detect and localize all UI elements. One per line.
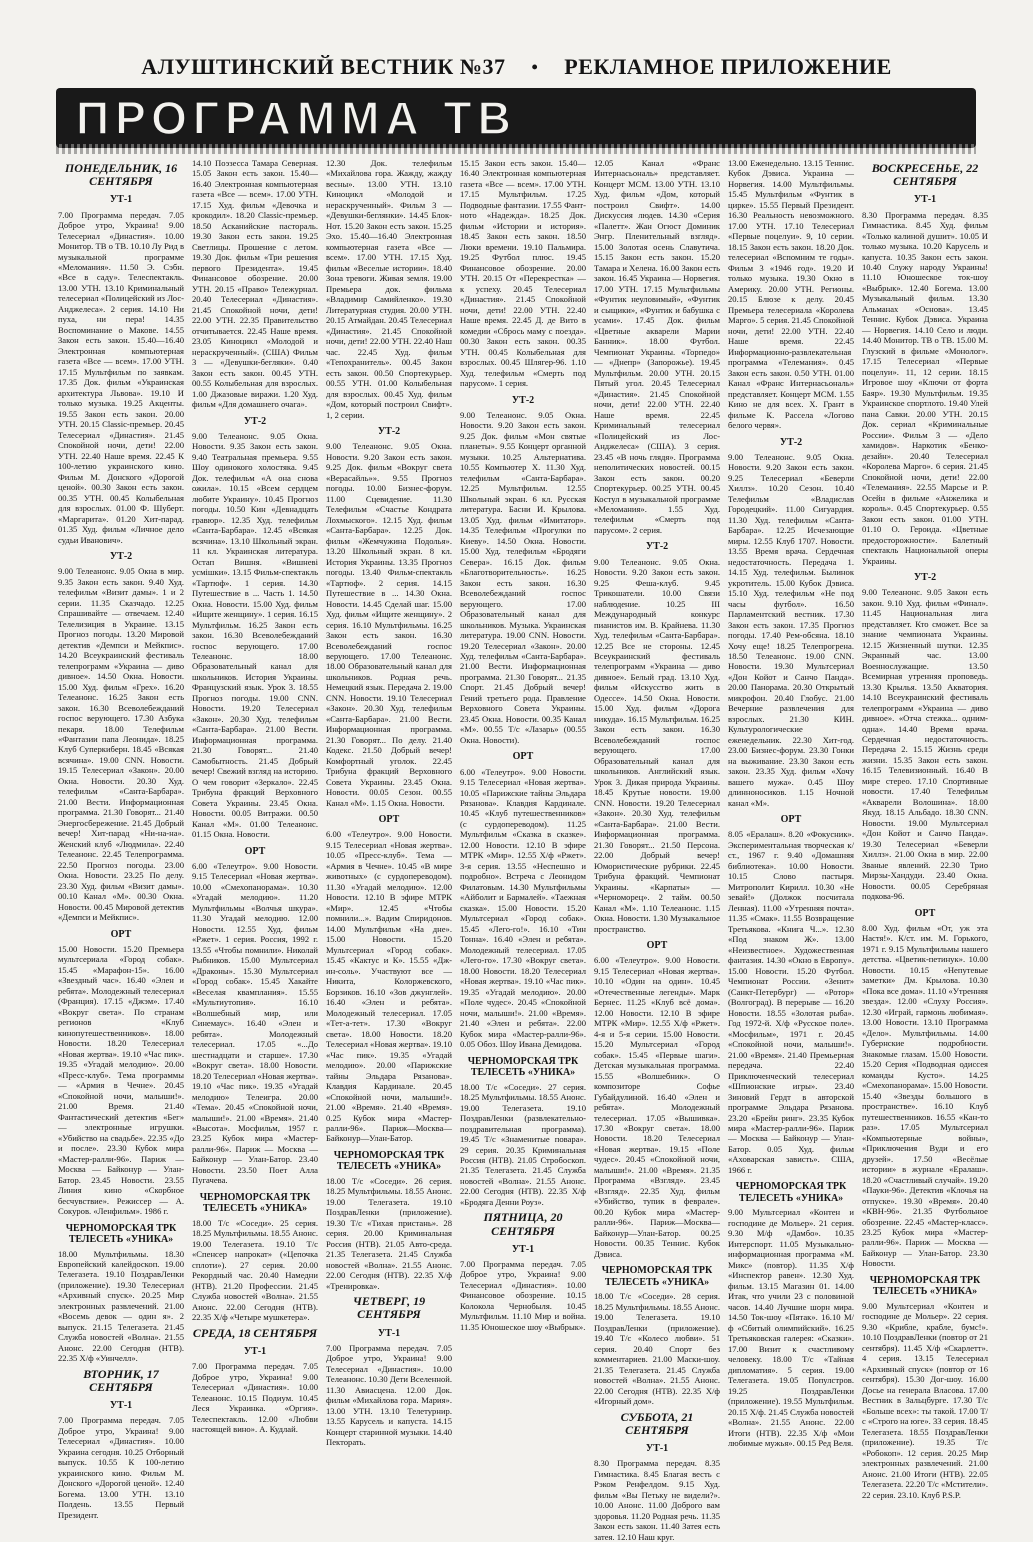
channel-listing: 8.30 Программа передач. 8.35 Гимнастика. 8.45 Благая весть с Рэком Ренфелдом. 9.15 Худ. фильм «Вы Петьку не видели?». 10.00 Анонс. 11.00 Доброго вам здоровья. 11.20 Родная речь. 11.35 Закон есть закон. 11.40 Затея есть затея. 12.10 Наш круг. bbox=[594, 1458, 720, 1542]
column-6 bbox=[728, 158, 854, 1468]
channel-heading: УТ-1 bbox=[377, 1327, 401, 1339]
channel-heading: ЧЕРНОМОРСКАЯ ТРК ТЕЛЕСЕТЬ «УНИКА» bbox=[735, 1181, 847, 1204]
channel-heading: ОРТ bbox=[914, 907, 936, 919]
channel-heading: УТ-2 bbox=[377, 426, 401, 438]
channel-listing: 6.00 «Телеутро». 9.00 Новости. 9.15 Телесериал «Новая жертва». 10.05 «Пресс-клуб». Тема — «Армия в Чечне». 10.45 «В мире животных» (с сурдопереводом). 11.30 «Угадай мелодию». 12.00 Новости. 12.10 В эфире МТРК «Мир». 12.45 «Чтобы помнили...». Вадим Спиридонов. 14.00 Мультфильм «На дне». 15.00 Новости. 15.20 Мультсериал «Город собак». 15.45 «Кактус и К». 15.55 «Дж-ин-соль». Участвуют все — Никита, Колоржевского, Борзиков. 16.10 «Зов джунглей». 16.40 «Элен и ребята». Молодежный телесериал. 17.05 «Тет-а-тет». 17.30 «Вокруг света». 18.00 Новости. 18.20 Телесериал «Новая жертва». 19.10 «Час пик». 19.35 «Угадай мелодию». 20.00 «Парижские тайны Эльдара Рязанова». Клавдия Кардинале. 20.45 «Спокойной ночи, малыши!». 21.00 «Время». 21.40 «Время». 0.25 Кубок мира «Мастер-ралли-96». Париж—Москва—Байконур—Улан-Батор. bbox=[326, 829, 452, 1144]
channel-heading: УТ-1 bbox=[645, 1443, 669, 1454]
channel-heading: ОРТ bbox=[110, 928, 132, 940]
channel-listing: 14.10 Поэзесса Тамара Северная. 15.05 Закон есть закон. 15.40—16.40 Электронная компьютерная газета «Все — всем». 17.00 УТН. 17.15 Худ. фильм «Девочка и крокодил». 18.20 Classic-премьер. 18.50 Асканийские пастораль. 19.30 Закон есть закон. 19.25 Светлицы. Прошение с летом. 19.30 Док. фильм «Три решения первого Президента». 19.45 Финансовое обозрение. 20.00 УТН. 20.15 «Право» Тележурнал. 20.40 Телесериал «Династия». 21.45 Спокойной ночи, дети! 22.00 УТН. 22.35 Правительство отчитывается. 22.45 Наше время. 23.05 Киноцикл «Молодой и нераскрученный». (США) Фильм 3 — «Девушки-бегляки». 0.40 Закон есть закон. 00.45 УТН. 00.55 Колыбельная для взрослых. 1.00 Джазовые виражи. 1.20 Худ. фильм «Для домашнего очага». bbox=[192, 158, 318, 410]
channel-listing: 9.00 Телеанонс. 9.05 Закон есть закон. 9.10 Худ. фильм «Финал». 11.45 Национальная лига представляет. Кто сможет. Все за знание чемпионата Украины. 12.15 Жизненный шутки. 12.35 Экранный час. 13.00 Военнослужащие. 13.50 Всемирная утренняя проповедь. 13.30 Крылья. 13.50 Акватория. 14.10 Всеукраинский фестиваль телепрограмм «Украина — диво дивное». «Отча стежка... одним-одна». 14.40 Время врача. Сердечная недостаточность. Передача 2. 15.15 Жизнь среди жизни. 15.35 Закон есть закон. 16.15 Телевизионный. 16.40 В мире стерео. 17.10 Спортивные новости. 17.40 Телефильм «Акварели Волошина». 18.00 Якуд. 18.15 Альбадо. 18.30 CNN. Новости. 19.00 Мультсериал «Дон Койот и Санчо Панда». 19.30 Телесериал «Беверли Хиллз». 21.00 Окна в мир. 22.00 Званые явлений. 22.30 Трио Мирзы-Хандуди. 23.40 Окна. Новости. 00.05 Серебряная подкова-96. bbox=[862, 587, 988, 902]
channel-listing: 6.00 «Телеутро». 9.00 Новости. 9.15 Телесериал «Новая жертва». 10.00 «Смехопанорама». 10.30 «Угадай мелодию». 11.20 Мультфильмы «Волчья шкура». 11.30 Угадай мелодию. 12.00 Новости. 12.55 Худ. фильм «Ржет». 1 серия. Россия, 1992 г. 13.55 «Чтобы помнили». Николай Рыбников. 15.00 Мультсериал «Драконы». 15.30 Мультсериал «Город собак». 15.45 Хакайте «Веселая квамплания». 15.55 «Мультиутопия». 16.10 «Волшебный мир, или Синемаус». 16.40 «Элен и ребята». Молодежный телесериал. 17.05 «...До шестнадцати и старше». 17.30 «Вокруг света». 18.00 Новости. 18.20 Телесериал «Новая жертва». 19.10 «Час пик». 19.35 «Угадай мелодию» Телеигра. 20.00 «Тема». 20.45 «Спокойной ночи, малыши!». 21.00 «Время». 21.40 «Высота». Мосфильм, 1957 г. 23.25 Кубок мира «Мастер-ралли-96». Париж — Москва — Байконур — Улан-Батор. 23.40 Новости. 23.50 Поет Алла Пугачева. bbox=[192, 860, 318, 1186]
channel-heading: УТ-1 bbox=[109, 1400, 133, 1412]
channel-heading: ЧЕРНОМОРСКАЯ ТРК ТЕЛЕСЕТЬ «УНИКА» bbox=[333, 1149, 445, 1173]
channel-listing: 12.05 Канал «Франс Интернасьональ» представляет. Концерт МСМ. 13.00 УТН. 13.10 Худ. фильм «Дом, который построил Свифт». 14.00 Дискуссия людев. 14.30 «Серия «Палетт». Жан Огюст Доминик Энгр. Пленительный взгляд». 15.00 Золотая осень Славутича. 15.15 Закон есть закон. 15.20 Тамара и Хелена. 16.00 Закон есть закон. 16.45 Украина — Норвегия. 17.00 УТН. 17.15 Мультфильмы «Фунтик неуловимый», «Фунтик и сыщики», «Фунтик и бабушка с усами». 17.45 Док. фильм «Цветные акварели Марии Банник». 18.00 Футбол. Чемпионат Украины. «Торпедо» — «Днепр» (Запорожье). 19.45 Мультфильм. 20.00 УТН. 20.15 Пятый угол. 20.45 Телесериал «Династия». 21.45 Спокойной ночи, дети! 22.00 УТН. 22.40 Наше время. 22.45 Криминальный телесериал «Полицейский из Лос-Анджелеса» (США). 3 серия. 23.45 «В ночь глядя». Программа неполитических новостей. 00.15 Закон есть закон. 00.20 Спортекурьер. 00.25 УТН. 00.45 Костул в музыкальной программе «Меломания». 1.55 Худ. телефильм «Смерть под парусом». 2 серия. bbox=[594, 158, 720, 535]
channel-heading: УТ-2 bbox=[243, 415, 267, 427]
channel-listing: 9.00 Телеанонс. 9.05 Окна. Новости. 9.20 Закон есть закон. 9.25 Феша-клуб. 9.45 Трикошатели. 10.00 Связи наблюдение. 10.25 III Международный конкурс пианистов им. В. Крайнева. 11.30 Худ. телефильм «Санта-Барбара». 12.25 Все не стороны. 12.45 Всеукраинский фестиваль телепрограмм «Украина — диво дивное». Белый град. 13.10 Худ. фильм «Искусство жить в Одессе». 14.50 Окна. Новости. 15.00 Худ. фильм «Дорога никуда». 16.15 Мультфильм. 16.25 Закон есть закон. 16.30 Всеволебежданий госпос верующего. 17.00 Образовательный канал для школьников. Английский язык. Урок 3. Дикая природа Украины. 18.45 Крутые новости. 19.00 CNN. Новости. 19.20 Телесериал «Закон». 20.30 Худ. телефильм «Санта-Барбара». 21.00 Вести. Информационная программа. 21.30 Говорят... 21.50 Персона. 22.00 Добрый вечер! Юмористические рубрики. 22.45 Трибуна фракций. Чемпионат Украины. «Карпаты» — «Черноморец». 2 тайм. 00.50 Канал «М». 1.10 Телеанонс. 1.15 Окна. Новости. 1.30 Музыкальное пространство. bbox=[594, 556, 720, 934]
column-2 bbox=[192, 158, 318, 1468]
banner-strip bbox=[56, 144, 976, 154]
channel-listing: 8.00 Худ. фильм «От, уж эта Настя!». К/ст. им. М. Горького, 1971 г. 9.15 Мультфильмы нашего детства. «Цветик-петинук». 10.00 Новости. 10.15 «Непутевые заметки» Дм. Крылова. 10.30 «Пока все дома». 11.10 «Утренняя звезда». 12.00 «Слуху Россия». 12.30 «Играй, гармонь любимая». 13.00 Новости. 13.10 Программа «Дело». Мультфильмы. 14.00 Губернские подробности. Знакомые глазам. 15.00 Новости. 15.20 Серия «Подводная одиссея команды Кусто». 14.25 «Смехопанорама». 15.00 Новости. 15.40 «Звезды большого в пространстве». 16.10 Клуб путешественников. 16.55 «Кан-то раз». 17.05 Мультсериал «Компьютерные войны», «Приключения Вуди и его друзей». 17.50 «Весёлые истории» в журнале «Ералаш». 18.20 «Счастливый случай». 19.20 «Пауки-96». Детектив «Клочья на отпуске». 19.30 «Время». 20.40 «КВН-96». 21.35 Футбольное обозрение. 22.45 «Мастер-класс». 23.25 Кубок мира «Мастер-ралли-96». Париж — Москва — Байконур — Улан-Батор. 23.30 Новости. bbox=[862, 922, 988, 1269]
channel-listing: 9.00 Телеанонс. 9.05 Окна. Новости. 9.20 Закон есть закон. 9.25 Док. фильм «Вокруг света «Верасайль»». 9.55 Прогноз погоды. 10.00 Бизнес-форум. 11.00 Сцевидение. 11.30 Телефильм «Счастье Кондрата Лохмыского». 12.15 Худ. фильм «Санта-Барбара». 12.25 Док. фильм «Жемчужина Подолья». 13.20 Школьный экран. 8 кл. История Украины. 13.35 Прогноз погоды. 13.40 Фильм-спектакль «Тартюф». 2 серия. 14.15 Путешествие в ... 14.30 Окна. Новости. 14.45 Сделай шаг. 15.00 Худ. фильм «Ищите женщину». 2 серия. 16.10 Мультфильмы. 16.25 Закон есть закон. 16.30 Всеволебежданий госпос верующего. 17.00 Телеанонс. 18.00 Образовательный канал для школьников. Родная речь. Немецкий язык. Передача 2. 19.00 CNN. Новости. 19.10 Телесериал «Закон». 20.30 Худ. телефильм «Санта-Барбара». 21.00 Вести. Информационная программа. 21.30 Говорят... По делу. 21.40 Кодекс. 21.50 Добрый вечер! Комфортный уголок. 22.45 Трибуна фракций Верховного Совета Украины. 23.45 Окна. Новости. 00.05 Сезон. 00.55 Канал «М». 1.15 Окна. Новости. bbox=[326, 441, 452, 808]
channel-listing: 6.00 «Телеутро». 9.00 Новости. 9.15 Телесериал «Новая жертва». 10.05 «Парижские тайны Эльдара Рязанова». Клавдия Кардинале. 10.45 «Клуб путешественников» (с сурдопереводом). 11.25 Мультфильм «Сказка в сказке». 12.00 Новости. 12.10 В эфире МТРК «Мир». 12.55 Х/ф «Ржет». 3-я серия. 13.55 «Неспешно и подробно». Встреча с Леонидом Филатовым. 14.30 Мультфильмы «Айболит и Бармалей». «Таежная сказка». 15.00 Новости. 15.20 Мультсериал «Город собак». 15.45 «Лего-го!». 16.10 «Тин Тонна». 16.40 «Элен и ребята». Молодежный телесериал. 17.05 «Лего-го». 17.30 «Вокруг света». 18.00 Новости. 18.20 Телесериал «Новая жертва». 19.10 «Час пик». 19.35 «Угадай мелодию». 20.00 «Поле чудес». 20.45 «Спокойной ночи, малыши!». 21.00 «Время». 21.40 «Элен и ребята». 22.00 Кубок мира «Мастер-ралли-96». 0.05 Обоз. Шоу Ивана Демидова. bbox=[460, 766, 586, 1050]
channel-heading: УТ-1 bbox=[511, 1243, 535, 1255]
channel-heading: УТ-2 bbox=[779, 436, 803, 448]
channel-heading: ЧЕРНОМОРСКАЯ ТРК ТЕЛЕСЕТЬ «УНИКА» bbox=[601, 1265, 713, 1288]
channel-heading: ОРТ bbox=[646, 940, 668, 952]
channel-listing: 7.00 Программа передач. 7.05 Доброе утро, Украина! 9.00 Телесериал «Династия». 10.00 Украина сегодня. 10.25 Отборный выпуск. 10.55 К 100-летию украинского кино. Фильм М. Донского «Дорогой ценой». 12.40 Богема. 13.00 УТН. 13.10 Полдень. 13.55 Первый Президент. bbox=[58, 1415, 184, 1520]
channel-listing: 8.30 Программа передач. 8.35 Гимнастика. 8.45 Худ. фильм «Только калиной душит». 10.05 И только музыка. 10.20 Карусель и капуста. 10.35 Закон есть закон. 10.40 Служу народу Украины! 11.10 Юношеское ток-шоу «Выбрык». 12.40 Богема. 13.00 Музыкальный фильм. 13.30 Альманах «Основа». 13.45 Теннис. Кубок Дэвиса. Украина — Норвегия. 14.10 Село и люди. 14.40 Монитор. ТВ о ТВ. 15.00 М. Глузский в фильме «Монолог». 17.15 Телесериал «Первые поцелуи». 11, 12 серии. 18.15 Игровое шоу «Ключи от форта Баяр». 19.30 Мультфильм. 19.35 Украинское спортлото. 19.40 Улей пана Савки. 20.00 УТН. 20.15 Док. сериал «Криминальные России». Фильм 3 — «Дело хамидов». Наркотик «Бенко-дезайн». 20.40 Телесериал «Королева Марго». 6 серия. 21.45 Спокойной ночи, дети! 22.00 «Телемания». 22.55 Марсье и Р. Осейн в фильме «Анжелика и король». 0.45 Спортекурьер. 0.55 Закон есть закон. 01.00 УТН. 01.10 О. Героида. «Цветные предосторожности». Балетный спектакль Национальной оперы Украины. bbox=[862, 209, 988, 566]
column-3 bbox=[326, 158, 452, 1468]
channel-heading: ЧЕРНОМОРСКАЯ ТРК ТЕЛЕСЕТЬ «УНИКА» bbox=[65, 1222, 177, 1245]
schedule-columns bbox=[58, 158, 988, 1542]
day-heading: ВОСКРЕСЕНЬЕ, 22 СЕНТЯБРЯ bbox=[871, 161, 979, 189]
day-heading: ВТОРНИК, 17 СЕНТЯБРЯ bbox=[83, 1366, 159, 1395]
column-7 bbox=[862, 158, 988, 1500]
day-heading: ПОНЕДЕЛЬНИК, 16 СЕНТЯБРЯ bbox=[64, 161, 178, 189]
channel-listing: 9.00 Мультсериал «Контен и господине де Мольер». 21 серия. 9.30 М/ф «Дамбо». 10.35 Интерспорт. 11.05 Музыкально-информационная программа «М. Микс» (повтор). 11.35 Х/ф «Инспектор равен». 12.30 Худ. фильм. 13.15 Магазин 01. 14.00 Итак, что учили 23 с половиной часов. 14.40 Лучшие шорн мира. 14.50 Ток-шоу «Пятак». 16.10 М/ф «Сбитый олимпийский». 16.25 Третьяковская галерея: «Сказки». 17.00 Визит к счастливому человеку. 18.00 Т/с «Тайная дипломатия». 5 серия. 19.00 Телегазета. 19.05 Популстров. 19.25 ПоздравЛенки (приложение). 19.55 Мультфильм. 20.15 Х/ф. 21.45 Служба новостей «Волна». 21.55 Анонс. 22.00 Итоги (НТВ). 22.35 Х/ф «Мои любимые мужья». 00.15 Ред Веля. bbox=[728, 1207, 854, 1449]
channel-listing: 6.00 «Телеутро». 9.00 Новости. 9.15 Телесериал «Новая жертва». 10.10 «Один на один». 10.45 «Отечественные легенды». Марк Бернес. 11.25 «Клуб всё дома». 12.00 Новости. 12.10 В эфире МТРК «Мир». 12.55 Х/ф «Ржет». 4-я и 5-я серии. 15.00 Новости. 15.20 Мультсериал «Город собак». 15.45 «Первые шаги». Детская музыкальная программа. 15.55 «Волшебник». О композиторе Софье Губайдулиной. 16.40 «Элен и ребята». Молодежный телесериал. 17.05 «Вышивка». 17.30 «Вокруг света». 18.00 Новости. 18.20 Телесериал «Новая жертва». 19.15 «Поле чудес». 20.45 «Спокойной ночи, малыши!». 21.00 «Время». 21.35 Программа «Взгляд». 23.45 «Взгляд». 22.35 Худ. фильм «Убийство, тупик в феврале». 00.20 Кубок мира «Мастер-ралли-96». Париж—Москва—Байконур—Улан-Батор. 00.25 Новости. 00.35 Теннис. Кубок Дэвиса. bbox=[594, 955, 720, 1259]
channel-heading: УТ-2 bbox=[109, 551, 133, 563]
channel-heading: ОРТ bbox=[512, 751, 534, 763]
channel-heading: ЧЕРНОМОРСКАЯ ТРК ТЕЛЕСЕТЬ «УНИКА» bbox=[869, 1274, 981, 1298]
channel-listing: 18.00 Т/с «Соседи». 26 серия. 18.25 Мультфильмы. 18.55 Анонс. 19.00 Телегазета. 19.10 ПоздравЛенки (приложение). 19.30 Т/с «Тихая пристань». 28 серия. 20.00 Криминальная Россия (НТВ). 21.05 Авто-среда. 21.35 Телегазета. 21.45 Служба новостей «Волна». 21.55 Анонс. 22.00 Сегодня (НТВ). 22.35 Х/ф «Тренировка». bbox=[326, 1175, 452, 1291]
newspaper-title: АЛУШТИНСКИЙ ВЕСТНИК №37 bbox=[141, 54, 506, 79]
channel-heading: УТ-2 bbox=[645, 541, 669, 553]
channel-listing: 15.00 Новости. 15.20 Премьера мультсериала «Город собак». 15.45 «Марафон-15». 16.00 «Звездный час». 16.40 «Элен и ребята». Молодежный телесериал (Франция). 17.15 «Джэм». 17.40 «Вокруг света». По странам регионов «Клуб кинопутешественников». 18.00 Новости. 18.20 Телесериал «Новая жертва». 19.10 «Час пик». 19.35 «Угадай мелодию». 20.00 «Пресс-клуб». Тема программы — «Армия в Чечне». 20.45 «Спокойной ночи, малыши!». 21.00 Время. 21.40 Фантастический детектив «Бег» — электронные игрушки. «Убийство на свадьбе». 22.35 «До и после». 23.30 Кубок мира «Мастер-ралли-96». Париж — Москва — Байконур — Улан-Батор. 23.45 Новости. 23.55 Линия кино «Скорбное бесчувствие». Режиссер — А. Сокуров. «Ленфильм». 1986 г. bbox=[58, 943, 184, 1217]
masthead bbox=[0, 52, 1033, 82]
channel-listing: 8.05 «Ералаш». 8.20 «Фокусник». Экспериментальная творческая к/ст., 1967 г. 9.40 «Домашняя библиотека». 10.00 Новости. 10.15 Слово пастыря. Митрополит Кирилл. 10.30 «Не зевай!» (Должок посчитала Ленная). 11.00 «Утренняя почта». 11.35 «Смак». 11.55 Возвращение Третьякова. «Книга Ч...». 12.30 «Под знаком Ж». 13.00 «Неизвестное». Художественная фантазия. 14.30 «Окно в Европу». 15.00 Новости. 15.20 Футбол. Чемпионат России. «Зенит» (Санкт-Петербург) — «Ротор» (Волгоград). В перерыве — 16.20 Новости. 18.55 «Золотая рыба». Год 1972-й. Х/ф «Русское поле». «Мосфильм», 1971 г. 20.45 «Спокойной ночи, малыши!». 21.00 «Время». 21.40 Премьерная передача. 22.40 Приключенческий телесериал «Шпионские игры». 23.40 Зиновий Гердт в авторской программе Эльдара Рязанова. 23.20 «Брейн ринг». 23.35 Кубок мира «Мастер-ралли-96». Париж — Москва — Байконур — Улан-Батор. 0.05 Худ. фильм «Аховарская зависть». США, 1966 г. bbox=[728, 829, 854, 1175]
channel-listing: 7.00 Программа передач. 7.05 Доброе утро, Украина! 9.00 Телесериал «Династия». 10.00 Монитор. ТВ о ТВ. 10.10 Лу Рид в музыкальной программе «Меломания». 11.50 Э. Сэбн. «Все в саду». Телеспектакль. 13.00 УТН. 13.10 Криминальный телесериал «Полицейский из Лос-Анджелеса». 2 серия. 14.10 Ни пуха, ни пера! 14.35 Воспоминание о Макове. 14.55 Закон есть закон. 15.40—16.40 Электронная компьютерная газета «Все — всем». 17.00 УТН. 17.15 Мультфильм по заявкам. 17.35 Док. фильм «Украинская архитектура Львова». 19.10 И только музыка. 19.25 Акценты. 19.55 Закон есть закон. 20.00 УТН. 20.15 Classic-премьер. 20.45 Телесериал «Династия». 21.45 Спокойной ночи, дети! 22.00 УТН. 22.40 Наше время. 22.45 К 100-летию украинского кино. Фильм М. Донского «Дорогой ценой». 00.30 Закон есть закон. 00.35 УТН. 00.45 Колыбельная для взрослых. 01.00 Ф. Шуберт. «Маргарита». 01.20 Хит-парад. 01.35 Худ. фильм «Личное дело судьи Иванович». bbox=[58, 209, 184, 545]
channel-listing: 9.00 Телеанонс. 9.05 Окна в мир. 9.35 Закон есть закон. 9.40 Худ. телефильм «Визит дамы». 1 и 2 серии. 11.35 Сказчадо. 12.25 Спрашивайте — отвечаем. 12.40 Телелизиция в Украине. 13.15 Прогноз погоды. 13.20 Мировой детектив «Демпси и Мейкпис». 14.20 Всеукраинский фестиваль телепрограмм «Украина — диво дивное». 14.50 Окна. Новости. 15.00 Худ. фильм «Грех». 16.20 Телеанонс. 16.25 Закон есть закон. 16.30 Всеволебежданий госпос верующего. 17.30 Азбука пекаря. 18.00 Телефильм «Фантазии папа Леонида». 18.25 Клуб Суперкиберн. 18.45 «Всякая всячина». 19.00 CNN. Новости. 19.15 Телесериал «Закон». 20.00 Окна. Новости. 20.30 Худ. телефильм «Санта-Барбара». 21.00 Вести. Информационная программа. 21.30 Говорят... 21.40 Энергосбережение. 21.45 Добрый вечер! Хит-парад «Ни-на-на». Женский клуб «Людмила». 22.40 Телеанонс. 22.45 Телепрограмма. 22.50 Прогноз погоды. 23.00 Окна. Новости. 23.25 По делу. 23.30 Худ. фильм «Визит дамы». 00.10 Канал «М». 00.30 Окна. Новости. 00.45 Мировой детектив «Демпси и Мейкпис». bbox=[58, 566, 184, 923]
day-heading: ЧЕТВЕРГ, 19 СЕНТЯБРЯ bbox=[352, 1294, 426, 1322]
channel-heading: УТ-2 bbox=[511, 394, 535, 406]
section-title: РЕКЛАМНОЕ ПРИЛОЖЕНИЕ bbox=[564, 54, 892, 79]
channel-heading: УТ-1 bbox=[913, 194, 937, 206]
channel-heading: ОРТ bbox=[780, 814, 802, 826]
channel-listing: 13.00 Еженедельно. 13.15 Теннис. Кубок Дэвиса. Украина — Норвегия. 14.00 Мультфильмы. 15.45 Мультфильм «Фунтик в цирке». 15.55 Первый Президент. 16.30 Реальность невозможного. 17.00 УТН. 17.10 Телесериал «Первые поцелуи». 9, 10 серии. 18.15 Закон есть закон. 18.20 Док. телесериал «Вспомним те годы». Фильм 3 «1946 год». 19.20 И только музыка. 19.30 Окно в Америку. 20.00 УТН. Регионы. 20.15 Блюзе к делу. 20.45 Премьера телесериала «Королева Марго». 5 серия. 21.45 Спокойной ночи, дети! 22.00 УТН. 22.40 Наше время. 22.45 Информационно-развлекательная программа «Телемания». 0.45 Закон есть закон. 0.50 УТН. 01.00 Канал «Франс Интернасьональ» представляет. Концерт МСМ. 1.55 Кино не для всех. Х. Грант в фильме К. Рассела «Логово белого червя». bbox=[728, 158, 854, 431]
day-heading: СУББОТА, 21 СЕНТЯБРЯ bbox=[620, 1409, 694, 1437]
channel-heading: ЧЕРНОМОРСКАЯ ТРК ТЕЛЕСЕТЬ «УНИКА» bbox=[467, 1055, 579, 1079]
channel-listing: 7.00 Программа передач. 7.05 Доброе утро, Украина! 9.00 Телесериал «Династия». 10.00 Телеанонс. 10.15 Подиум. 10.45 Леся Украинка. «Оргия». Телеспектакль. 12.00 «Любви настоящей вино». А. Кудлай. bbox=[192, 1361, 318, 1435]
banner-title: ПРОГРАММА ТВ bbox=[76, 92, 517, 144]
channel-listing: 18.00 Т/с «Соседи». 28 серия. 18.25 Мультфильмы. 18.55 Анонс. 19.00 Телегазета. 19.10 ПоздравЛенки (приложение). 19.40 Т/с «Колесо любви». 51 серия. 20.40 Спорт без комментариев. 21.00 Маски-шоу. 21.35 Телегазета. 21.45 Служба новостей «Волна». 21.55 Анонс. 22.00 Сегодня (НТВ). 22.35 Х/ф «Игорный дом». bbox=[594, 1291, 720, 1407]
separator-dot-icon: • bbox=[531, 56, 539, 77]
channel-listing: 9.00 Телеанонс. 9.05 Окна. Новости. 9.35 Закон есть закон. 9.40 Театральная премьера. 9.55 Шоу одинокого холостяка. 9.45 Док. телефильм «А она снова ожила». 10.15 «Всем сердцем любите Украину». 10.45 Прогноз погоды. 10.50 Кин «Девнадцать гравюр». 12.35 Худ. телефильм «Санта-Барбара». 12.45 «Всякая всячина». 13.10 Школьный экран. 11 кл. Украинская литература. Остап Вишня. «Вишневі усмішки». 13.15 Фильм-спектакль «Тартюф». 1 серия. 14.30 Путешествие в ... Часть 1. 14.50 Окна. Новости. 15.00 Худ. фильм «Ищите женщину». 1 серия. 16.15 Мультфильм. 16.25 Закон есть закон. 16.30 Всеволебежданий госпос верующего. 17.00 Телеанонс. 18.00 Образовательный канал для школьников. История Украины. Французский язык. Урок 3. 18.55 Прогноз погоды. 19.00 CNN. Новости. 19.20 Телесериал «Закон». 20.30 Худ. телефильм «Санта-Барбара». 21.00 Вести. Информационная программа. 21.30 Говорят... 21.40 Самобытность. 21.45 Добрый вечер! Свежий взгляд на историю. О чем говорит «Зеркало». 22.45 Трибуна фракций Верховного Совета Украины. 23.45 Окна. Новости. 00.05 Витражи. 00.50 Канал «М». 01.00 Телеанонс. 01.15 Окна. Новости. bbox=[192, 430, 318, 840]
channel-heading: УТ-1 bbox=[243, 1345, 267, 1357]
channel-listing: 7.00 Программа передач. 7.05 Доброе утро, Украина! 9.00 Телесериал «Династия». 10.00 Финансовое обозрение. 10.15 Колокола Чернобыля. 10.45 Мультфильм. 11.10 Мир и война. 11.35 Юношеское шоу «Выбрык». bbox=[460, 1258, 586, 1332]
channel-listing: 15.15 Закон есть закон. 15.40—16.40 Электронная компьютерная газета «Все — всем». 17.00 УТН. 17.15 Мультфильм. 17.25 Подводные фантазии. 17.55 Фант-ното «Надежда». 18.25 Док. фильм «Истории и история». 18.45 Закон есть закон. 18.50 Люки времени. 19.10 Пальмира. 19.25 Футбол плюс. 19.45 Финансовое обозрение. 20.00 УТН. 20.15 От «Перекрестка» — к успеху. 20.45 Телесериал «Династия». 21.45 Спокойной ночи, дети! 22.00 УТН. 22.40 Наше время. 22.45 Д. де Вито в комедии «Сбрось маму с поезда». 00.30 Закон есть закон. 00.35 УТН. 00.45 Колыбельная для взрослых. 00.45 Шлягер-96. 1.10 Худ. телефильм «Смерть под парусом». 1 серия. bbox=[460, 158, 586, 389]
column-4 bbox=[460, 158, 586, 1468]
program-banner bbox=[56, 88, 976, 148]
column-5 bbox=[594, 158, 720, 1542]
channel-listing: 9.00 Телеанонс. 9.05 Окна. Новости. 9.20 Закон есть закон. 9.25 Телесериал «Беверли Хиллз». 10.20 Сезон. 10.40 Телефильм «Владислав Городецкий». 11.00 Сигуардия. 11.30 Худ. телефильм «Санта-Барбара». 12.25 Исчезающие миры. 12.55 Клуб 1707. Новости. 13.55 Время врача. Сердечная недостаточность. Передача 1. 14.15 Худ. телефильм. Былинок укротитель. 15.00 Кубок Дэвиса. 15.10 Худ. телефильм «Не под часы футбол». 16.50 Парламентский вестник. 17.30 Закон есть закон. 17.35 Прогноз погоды. 17.40 Рем-обсяна. 18.10 Хочу еще! 18.25 Телепрогрена. 18.50 Телеанонс. 19.00 CNN. Новости. 19.30 Мультсериал «Дон Койот и Санчо Панда». 20.00 Панорама. 20.30 Открытый микрофон. 20.40 Глобус. 21.00 Вечерние развлечения для взрослых. 21.30 КИН. Культурологические еженедельник. 22.30 Хит-год. 23.00 Бизнес-форум. 23.30 Гонки на выживание. 23.30 Закон есть закон. 23.35 Худ. фильм «Хочу вашего мужа». 0.45 Шоу длинноносиков. 1.15 Ночной канал «М». bbox=[728, 451, 854, 808]
channel-heading: УТ-1 bbox=[109, 194, 133, 206]
channel-heading: ОРТ bbox=[244, 845, 266, 857]
channel-listing: 18.00 Т/с «Соседи». 27 серия. 18.25 Мультфильмы. 18.55 Анонс. 19.00 Телегазета. 19.10 ПоздравЛенки (развлекательно-поздравительная программа). 19.45 Т/с «Знаменитые повара». 29 серия. 20.35 Криминальная Россия (НТВ). 21.05 Стробоскоп. 21.35 Телегазета. 21.45 Служба новостей «Волна». 21.55 Анонс. 22.00 Сегодня (НТВ). 22.35 Х/ф «Бродяга Денни Роуз». bbox=[460, 1081, 586, 1207]
channel-listing: 7.00 Программа передач. 7.05 Доброе утро, Украина! 9.00 Телесериал «Династия». 10.00 Телеанонс. 10.30 Дети Вселенной. 11.30 Авиасцена. 12.00 Док. фильм «Михайлова гора. Мария». 13.00 УТН. 13.10 Телетурнир. 13.55 Карусель и капуста. 14.15 Концерт старинной музыки. 14.40 Пекторать. bbox=[326, 1342, 452, 1448]
channel-listing: 9.00 Телеанонс. 9.05 Окна. Новости. 9.20 Закон есть закон. 9.25 Док. фильм «Мон святые планеты». 9.55 Концерт органной музыки. 10.25 Альтернатива. 10.55 Компьютер Х. 11.30 Худ. телефильм «Санта-Барбара». 12.25 Мультфильм. 12.55 Школьный экран. 6 кл. Русская литература. Басни И. Крылова. 13.05 Худ. фильм «Имитатор». 14.35 Телефильм «Прогулки по Киеву». 14.50 Окна. Новости. 15.00 Худ. телефильм «Бродяги Севера». 16.15 Док. фильм «Благотворительность». 16.25 Закон есть закон. 16.30 Всеволебежданий госпос верующего. 17.00 Образовательный канал для школьников. Музыка. Украинская литература. 19.00 CNN. Новости. 19.20 Телесериал «Закон». 20.00 Худ. телефильм «Санта-Барбара». 21.00 Вести. Информационная программа. 21.30 Говорят... 21.35 Спорт. 21.45 Добрый вечер! Гений третьего рода. Правление Верховного Совета Украины. 23.45 Окна. Новости. 00.35 Канал «М». 00.55 Т/с «Лазарь» (00.55 Окна. Новости). bbox=[460, 409, 586, 745]
channel-heading: ОРТ bbox=[378, 814, 400, 826]
channel-heading: ЧЕРНОМОРСКАЯ ТРК ТЕЛЕСЕТЬ «УНИКА» bbox=[199, 1191, 311, 1215]
day-heading: СРЕДА, 18 СЕНТЯБРЯ bbox=[192, 1325, 318, 1340]
channel-listing: 18.00 Мультфильмы. 18.30 Европейский калейдоскоп. 19.00 Телегазета. 19.10 ПоздравЛенки (приложение). 19.30 Телесериал «Архивный спуск». 20.25 Мир электронных развлечений. 21.00 «Восемь девок — один я». 2 выпуск. 21.15 Телегазета. 21.45 Служба новостей «Волна». 21.55 Анонс. 22.00 Сегодня (НТВ). 22.35 Х/ф «Уинчелл». bbox=[58, 1248, 184, 1364]
day-heading: ПЯТНИЦА, 20 СЕНТЯБРЯ bbox=[483, 1210, 563, 1238]
channel-heading: УТ-2 bbox=[913, 572, 937, 584]
channel-listing: 12.30 Док. телефильм «Михайлова гора. Жажду, жажду весны». 13.00 УТН. 13.10 Киноцикл «Молодой и нераскрученный». Фильм 3 — «Девушки-беглянки». 14.45 Блок-Нот. 15.20 Закон есть закон. 15.25 Эхо. 15.40—16.40 Электронная компьютерная газета «Все — всем». 17.00 УТН. 17.15 Худ. фильм «Веселые истории». 18.40 Зона тревоги. Живая земля. 19.00 Премьера док. фильма «Владимир Самийленко». 19.30 Литературная студия. 20.00 УТН. 20.15 Атмайдан. 20.45 Телесериал «Династия». 21.45 Спокойной ночи, дети! 22.00 УТН. 22.40 Наш час. 22.45 Худ. фильм «Тепохранитель». 00.45 Закон есть закон. 00.50 Спортекурьер. 00.55 УТН. 01.00 Колыбельная для взрослых. 00.45 Худ. фильм «Дом, который построил Свифт». 1, 2 серии. bbox=[326, 158, 452, 420]
column-1 bbox=[58, 158, 184, 1520]
channel-listing: 18.00 Т/с «Соседи». 25 серия. 18.25 Мультфильмы. 18.55 Анонс. 19.00 Телегазета. 19.10 Т/с «Спенсер напрокат» («Цепочка сплоти»). 27 серия. 20.00 Рекордный час. 20.40 Намедни (НТВ). 21.20 Профессии. 21.45 Служба новостей «Волна». 21.55 Анонс. 22.00 Сегодня (НТВ). 22.35 Х/ф «Четыре мушкетера». bbox=[192, 1217, 318, 1323]
channel-listing: 9.00 Мультсериал «Контен и господине де Мольер». 22 серия. 9.30 «Крибле, крабле, бумс!». 10.10 ПоздравЛенки (повтор от 21 сентября). 11.45 Х/ф «Скарлетт». 4 серия. 13.15 Телесериал «Архивный спуск» (повтор от 16 сентября). 15.30 Дог-шоу. 16.00 Досье на генерала Власова. 17.00 Вестник в Зальцбурге. 17.30 Т/с «Больше всех»: ты такой. 17.00 Т/с «Строго на юге». 33 серия. 18.45 Телегазета. 18.55 ПоздравЛенки (приложение). 19.35 Т/с «Робокоп». 12 серия. 20.25 Мир электронных развлечений. 21.00 Анонс. 21.00 Итоги (НТВ). 22.05 Телегазета. 22.20 Т/с «Мстители». 22 серия. 23.10. Клуб P.S.P. bbox=[862, 1300, 988, 1500]
